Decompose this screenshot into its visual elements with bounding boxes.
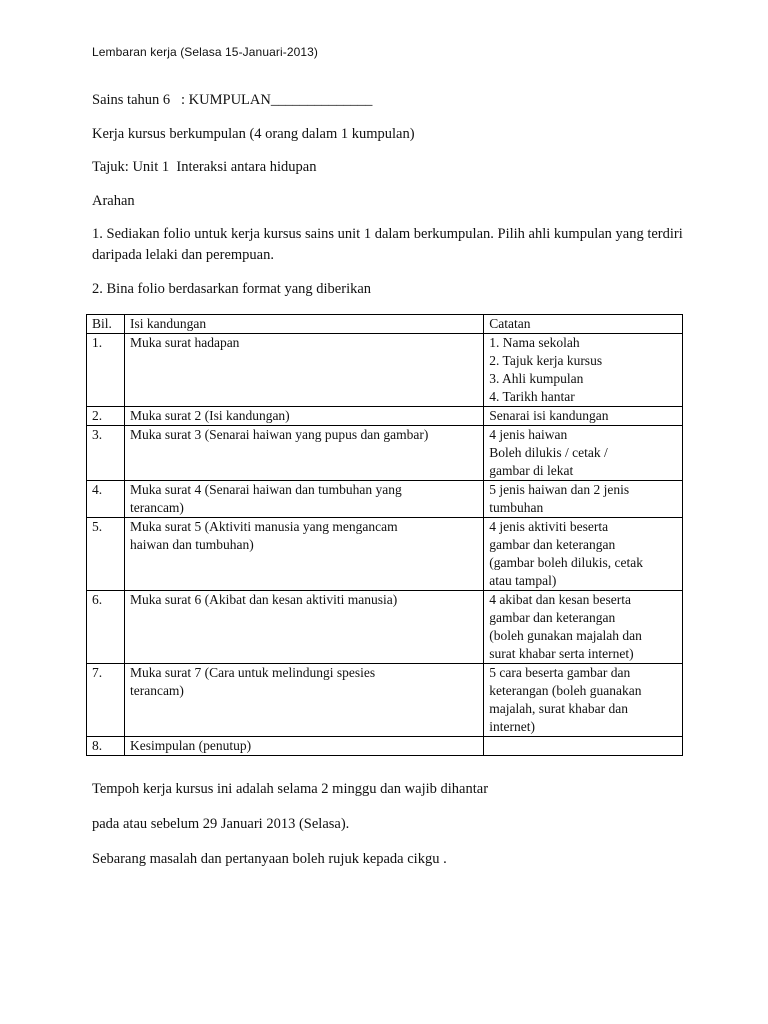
row-number: 8. bbox=[87, 737, 125, 756]
content-line: Muka surat hadapan bbox=[129, 335, 240, 350]
row-notes bbox=[484, 481, 683, 518]
row-content bbox=[124, 664, 483, 737]
notes-line: majalah, surat khabar dan bbox=[489, 701, 628, 716]
column-header-catatan: Catatan bbox=[484, 315, 683, 334]
notes-line: 4 jenis haiwan bbox=[489, 427, 568, 442]
row-number: 4. bbox=[87, 481, 125, 518]
topic-line: Tajuk: Unit 1 Interaksi antara hidupan bbox=[92, 159, 317, 175]
instruction-step-2: 2. Bina folio berdasarkan format yang diberikan bbox=[92, 280, 372, 297]
content-line: haiwan dan tumbuhan) bbox=[129, 537, 254, 552]
notes-line: (boleh gunakan majalah dan bbox=[489, 628, 642, 643]
row-number: 2. bbox=[87, 407, 125, 426]
table-row bbox=[87, 664, 683, 737]
row-content bbox=[124, 591, 483, 664]
row-notes bbox=[484, 426, 683, 481]
row-content bbox=[124, 334, 483, 407]
row-number: 7. bbox=[87, 664, 125, 737]
row-number: 5. bbox=[87, 518, 125, 591]
row-number: 6. bbox=[87, 591, 125, 664]
notes-line: 5 jenis haiwan dan 2 jenis bbox=[489, 482, 630, 497]
duration-note: Tempoh kerja kursus ini adalah selama 2 minggu dan wajib dihantar bbox=[92, 781, 489, 797]
content-line: terancam) bbox=[129, 683, 184, 698]
content-line: Muka surat 4 (Senarai haiwan dan tumbuhan yang bbox=[129, 482, 402, 497]
content-line: Kesimpulan (penutup) bbox=[129, 738, 252, 753]
notes-line: 4. Tarikh hantar bbox=[489, 389, 575, 404]
content-line: terancam) bbox=[129, 500, 184, 515]
content-line: Muka surat 3 (Senarai haiwan yang pupus dan gambar) bbox=[129, 427, 429, 442]
notes-line: tumbuhan bbox=[489, 500, 544, 515]
row-content bbox=[124, 737, 483, 756]
table-row bbox=[87, 426, 683, 481]
notes-line: surat khabar serta internet) bbox=[489, 646, 634, 661]
table-header-row bbox=[87, 315, 683, 334]
notes-line: gambar dan keterangan bbox=[489, 610, 616, 625]
table-row bbox=[87, 481, 683, 518]
column-header-bil: Bil. bbox=[87, 315, 125, 334]
notes-line: atau tampal) bbox=[489, 573, 557, 588]
contact-note: Sebarang masalah dan pertanyaan boleh rujuk kepada cikgu . bbox=[92, 851, 447, 867]
row-notes bbox=[484, 334, 683, 407]
row-content bbox=[124, 407, 483, 426]
notes-line: gambar di lekat bbox=[489, 463, 574, 478]
row-content bbox=[124, 518, 483, 591]
content-line: Muka surat 5 (Aktiviti manusia yang mengancam bbox=[129, 519, 398, 534]
notes-line: 1. Nama sekolah bbox=[489, 335, 580, 350]
notes-line: gambar dan keterangan bbox=[489, 537, 616, 552]
content-line: Muka surat 2 (Isi kandungan) bbox=[129, 408, 290, 423]
notes-line: 4 akibat dan kesan beserta bbox=[489, 592, 631, 607]
folio-format-table bbox=[86, 314, 683, 756]
notes-line: 4 jenis aktiviti beserta bbox=[489, 519, 609, 534]
column-header-isi-kandungan: Isi kandungan bbox=[124, 315, 483, 334]
notes-line: 3. Ahli kumpulan bbox=[489, 371, 584, 386]
closing-notes bbox=[92, 779, 692, 884]
content-line: Muka surat 7 (Cara untuk melindungi spesies bbox=[129, 665, 376, 680]
notes-line: (gambar boleh dilukis, cetak bbox=[489, 555, 643, 570]
row-notes bbox=[484, 407, 683, 426]
notes-line: 5 cara beserta gambar dan bbox=[489, 665, 631, 680]
worksheet-header: Lembaran kerja (Selasa 15-Januari-2013) bbox=[92, 45, 319, 59]
table-row bbox=[87, 334, 683, 407]
row-content bbox=[124, 426, 483, 481]
notes-line: internet) bbox=[489, 719, 536, 734]
instructions-heading: Arahan bbox=[92, 192, 135, 209]
row-number: 3. bbox=[87, 426, 125, 481]
row-number: 1. bbox=[87, 334, 125, 407]
row-notes bbox=[484, 518, 683, 591]
table-body bbox=[87, 334, 683, 756]
row-notes bbox=[484, 591, 683, 664]
instructions-block bbox=[92, 90, 692, 312]
group-note: Kerja kursus berkumpulan (4 orang dalam 1 kumpulan) bbox=[92, 125, 415, 142]
instruction-step-1: 1. Sediakan folio untuk kerja kursus sains unit 1 dalam berkumpulan. Pilih ahli kumpulan yang terdiri daripada lelaki dan perempuan. bbox=[92, 226, 683, 263]
notes-line: keterangan (boleh guanakan bbox=[489, 683, 642, 698]
content-line: Muka surat 6 (Akibat dan kesan aktiviti manusia) bbox=[129, 592, 398, 607]
table-row bbox=[87, 518, 683, 591]
row-notes bbox=[484, 737, 683, 756]
table-row bbox=[87, 591, 683, 664]
table-row bbox=[87, 407, 683, 426]
notes-line: Boleh dilukis / cetak / bbox=[489, 445, 608, 460]
row-content bbox=[124, 481, 483, 518]
notes-line: 2. Tajuk kerja kursus bbox=[489, 353, 603, 368]
row-notes bbox=[484, 664, 683, 737]
deadline-note: pada atau sebelum 29 Januari 2013 (Selasa). bbox=[92, 816, 350, 832]
notes-line: Senarai isi kandungan bbox=[489, 408, 609, 423]
table-row bbox=[87, 737, 683, 756]
class-line: Sains tahun 6 : KUMPULAN______________ bbox=[92, 92, 373, 108]
